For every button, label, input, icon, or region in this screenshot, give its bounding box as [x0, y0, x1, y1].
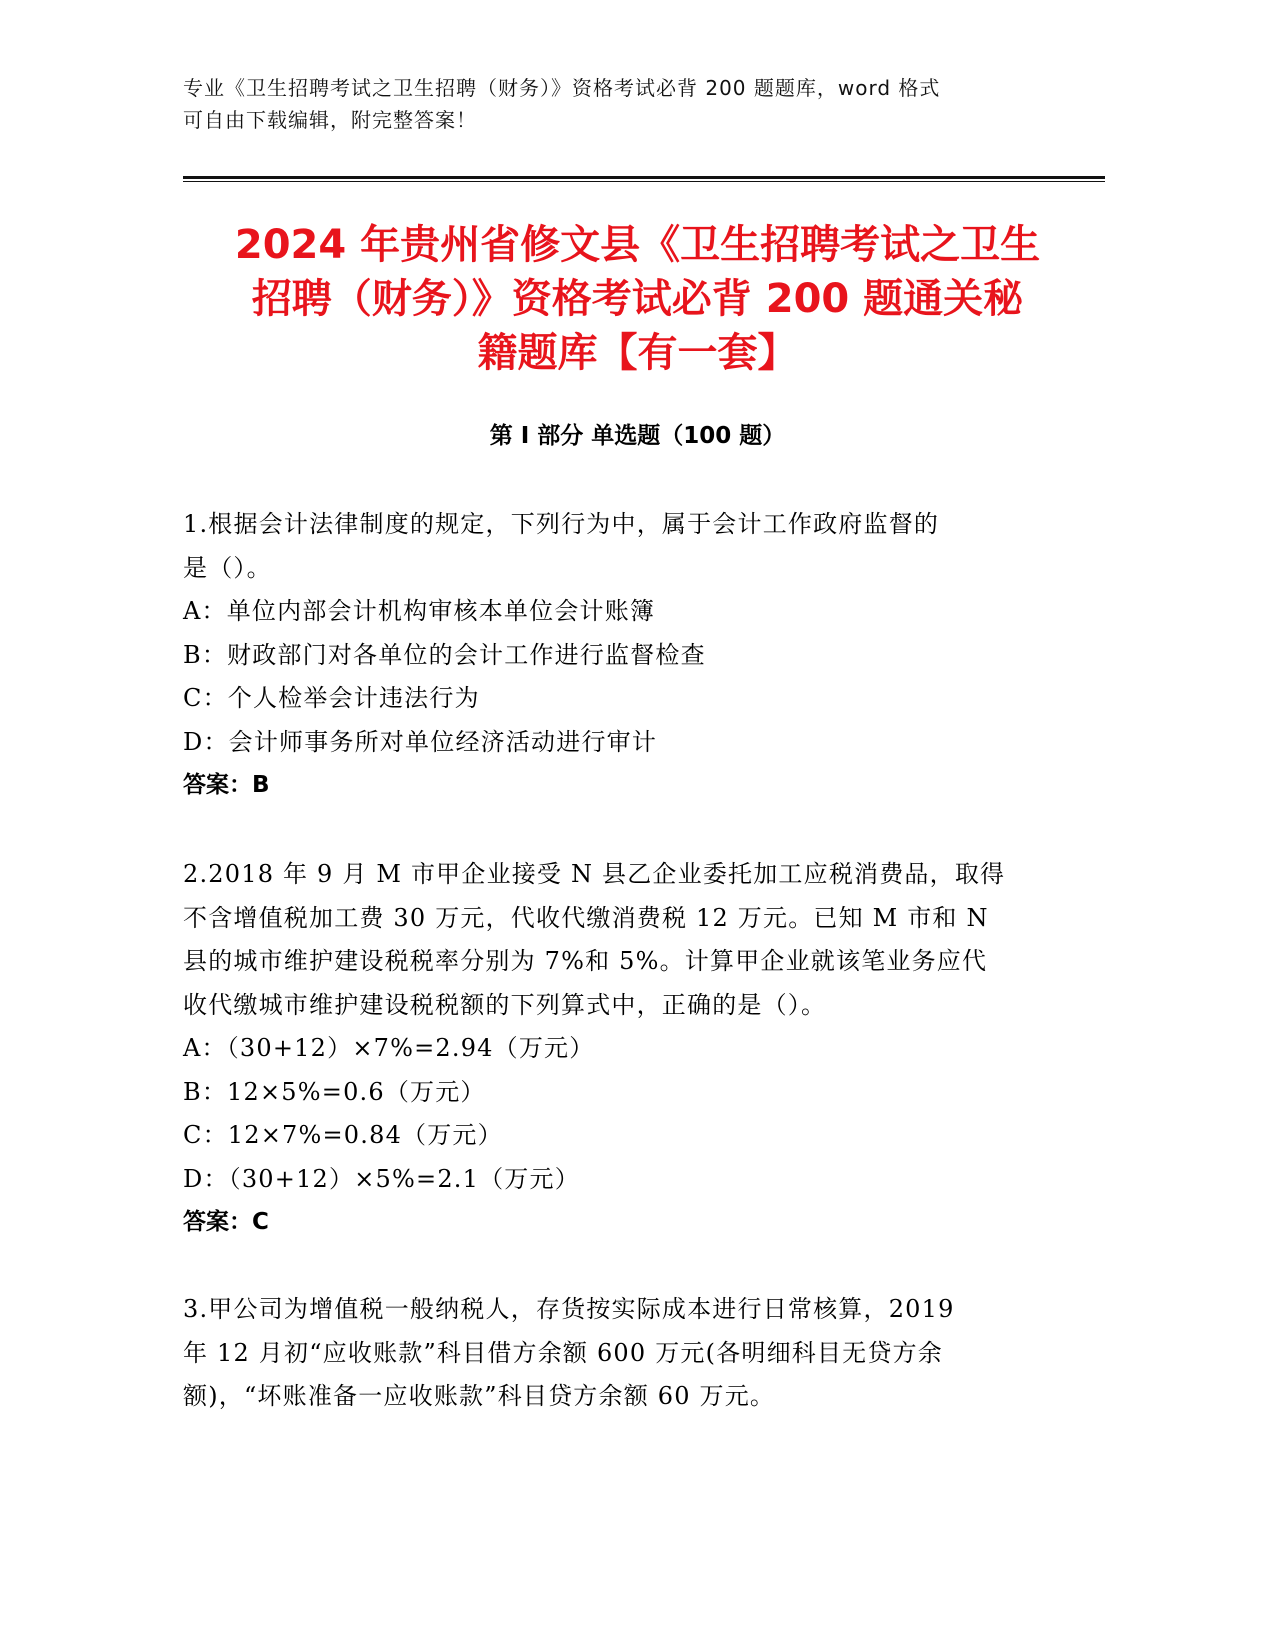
answer: 答案：B — [183, 772, 270, 798]
option-b: B：12×5%=0.6（万元） — [183, 1077, 486, 1106]
section-heading: 第 I 部分 单选题（100 题） — [489, 423, 786, 449]
header-rule — [183, 176, 1105, 179]
answer: 答案：C — [183, 1209, 269, 1235]
header-line-2: 可自由下载编辑，附完整答案！ — [183, 108, 477, 132]
option-c: C：12×7%=0.84（万元） — [183, 1121, 503, 1149]
option-d: D：会计师事务所对单位经济活动进行审计 — [183, 727, 658, 756]
question-stem-line: 1.根据会计法律制度的规定，下列行为中，属于会计工作政府监督的 — [183, 510, 940, 538]
question-stem-line: 3.甲公司为增值税一般纳税人，存货按实际成本进行日常核算，2019 — [183, 1295, 955, 1323]
question-stem-line: 县的城市维护建设税税率分别为 7%和 5%。计算甲企业就该笔业务应代 — [183, 947, 988, 975]
question-stem-line: 是（）。 — [183, 553, 272, 582]
question-1 — [183, 503, 1063, 808]
header-line-1: 专业《卫生招聘考试之卫生招聘（财务）》资格考试必背 200 题题库，word 格式 — [183, 76, 941, 100]
option-b: B：财政部门对各单位的会计工作进行监督检查 — [183, 640, 706, 669]
option-d: D：（30+12）×5%=2.1（万元） — [183, 1164, 580, 1193]
title-line-2: 招聘（财务）》资格考试必背 200 题通关秘 — [251, 276, 1024, 322]
question-stem-line: 额)，“坏账准备一应收账款”科目贷方余额 60 万元。 — [183, 1382, 776, 1410]
option-c: C：个人检举会计违法行为 — [183, 684, 480, 712]
question-stem-line: 年 12 月初“应收账款”科目借方余额 600 万元(各明细科目无贷方余 — [183, 1338, 943, 1367]
question-stem-line: 不含增值税加工费 30 万元，代收代缴消费税 12 万元。已知 M 市和 N — [183, 903, 989, 932]
title-line-1: 2024 年贵州省修文县《卫生招聘考试之卫生 — [234, 222, 1041, 268]
header-rule-thin — [183, 181, 1105, 182]
page-header — [183, 72, 1063, 136]
question-2 — [183, 853, 1063, 1245]
question-3 — [183, 1288, 1063, 1419]
document-title — [150, 218, 1125, 380]
question-stem-line: 2.2018 年 9 月 M 市甲企业接受 N 县乙企业委托加工应税消费品，取得 — [183, 860, 1006, 888]
question-stem-line: 收代缴城市维护建设税税额的下列算式中，正确的是（）。 — [183, 990, 827, 1019]
option-a: A：（30+12）×7%=2.94（万元） — [183, 1034, 595, 1062]
option-a: A：单位内部会计机构审核本单位会计账簿 — [183, 597, 656, 625]
title-line-3: 籍题库【有一套】 — [477, 330, 798, 376]
